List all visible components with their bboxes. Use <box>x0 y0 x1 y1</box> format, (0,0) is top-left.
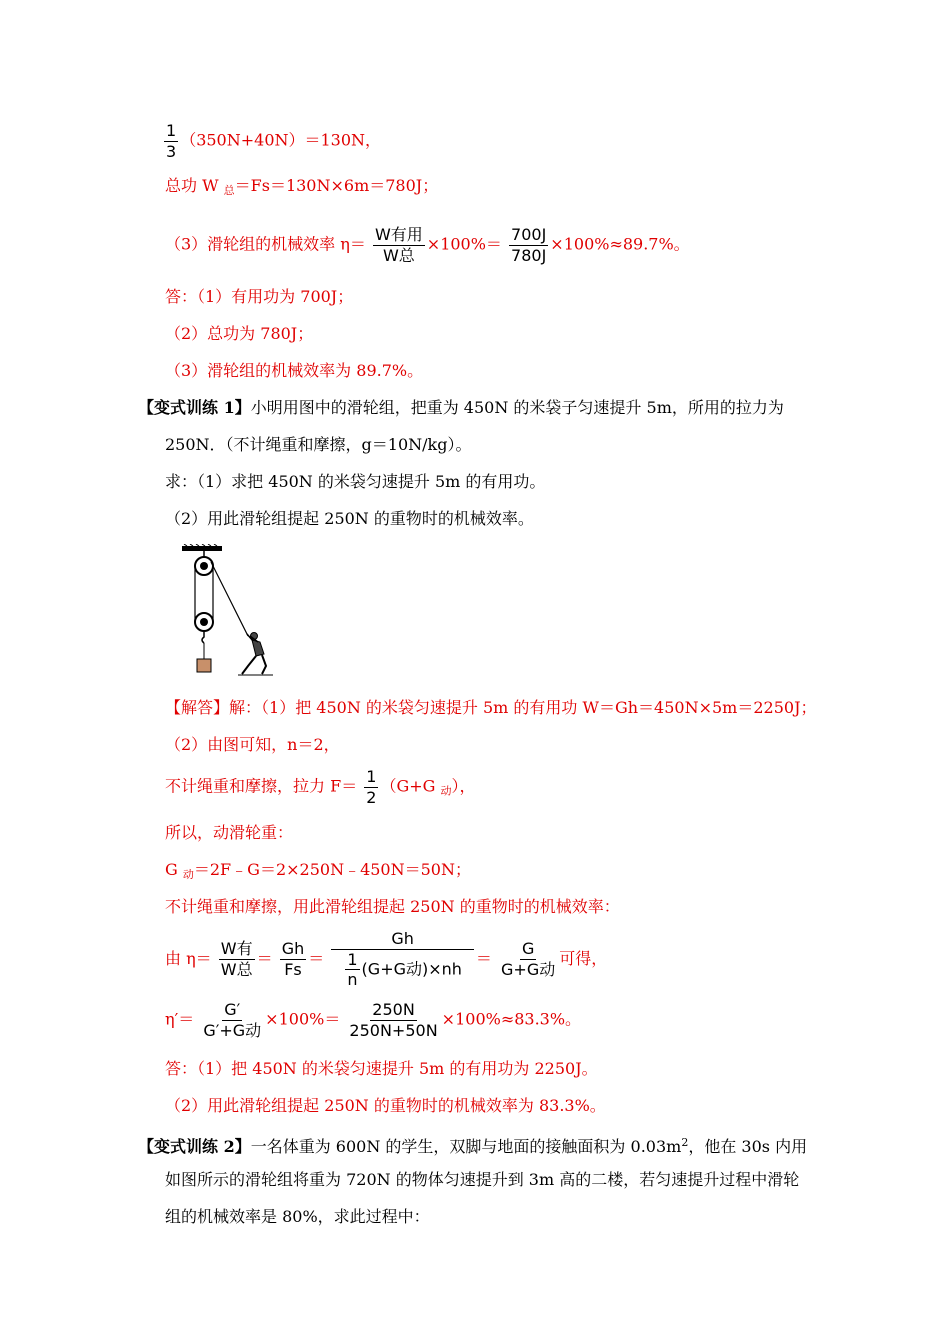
fraction-250-over-300: $\frac{250N}{250N+50N}$ <box>349 1000 438 1040</box>
solution-label: 【解答】 <box>165 698 230 717</box>
variant1-solution-line-6: 不计绳重和摩擦，用此滑轮组提起 250N 的重物时的机械效率： <box>165 897 620 916</box>
variant2-label: 【变式训练 2】 <box>138 1137 251 1156</box>
variant2-question-line-2: 如图所示的滑轮组将重为 720N 的物体匀速提升到 3m 高的二楼，若匀速提升过程中滑轮 <box>165 1170 800 1189</box>
variant1-question-line-3: 求：（1）求把 450N 的米袋匀速提升 5m 的有用功。 <box>165 472 546 491</box>
pulley-system-figure <box>178 544 283 676</box>
rope-pull <box>211 562 248 636</box>
variant2-question-line-3: 组的机械效率是 80%，求此过程中： <box>165 1207 430 1226</box>
variant1-solution-line-5: G $_动$＝2F﹣G＝2×250N﹣450N＝50N； <box>165 860 471 881</box>
fraction-one-third: $\frac{1}{3}$ <box>166 121 177 161</box>
variant1-question-line-4: （2）用此滑轮组提起 250N 的重物时的机械效率。 <box>165 509 534 528</box>
fraction-one-over-n: $\frac{1}{n}$ <box>347 949 358 990</box>
variant1-solution-line-3: 不计绳重和摩擦，拉力 F＝ $\frac{1}{2}$ （G+G $_动$）， <box>165 767 476 807</box>
solution-line-drag-force: $\frac{1}{3}$ （350N+40N）＝130N， <box>166 121 382 161</box>
load-box <box>197 659 211 672</box>
answer-line-2: （2）总功为 780J； <box>165 324 314 343</box>
fraction-gprime: $\frac{G'}{\text{G′+G动}}$ <box>203 1000 262 1040</box>
fraction-w-useful-over-w-total: $\frac{\text{W有}}{\text{W总}}$ <box>220 939 253 979</box>
variant2-question-line-1: 【变式训练 2】一名体重为 600N 的学生，双脚与地面的接触面积为 $0.03m^2$，他在 30s 内用 <box>138 1136 808 1156</box>
ceiling-beam <box>182 546 222 551</box>
variant1-solution-line-8: η′＝ $\frac{G'}{\text{G′+G动}}$ ×100%＝ $\frac{250N}{250N+50N}$ ×100%≈83.3%。 <box>165 1000 582 1040</box>
fraction-700-over-780: $\frac{700J}{780J}$ <box>511 225 547 265</box>
variant1-solution-line-4: 所以，动滑轮重： <box>165 823 294 842</box>
fraction-gh-over-compound: Gh $\frac{1}{n}$ (G+G动)×nh <box>331 930 474 989</box>
fraction-one-half: $\frac{1}{2}$ <box>366 767 377 807</box>
variant1-solution-line-2: （2）由图可知，n＝2， <box>165 735 340 754</box>
answer-line-3: （3）滑轮组的机械效率为 89.7%。 <box>165 361 424 380</box>
answer-line-1: 答：（1）有用功为 700J； <box>165 287 354 306</box>
solution-line-total-work: 总功 W $_总$＝Fs＝130N×6m＝780J； <box>165 176 439 197</box>
variant1-solution-line-7: 由 η＝ $\frac{\text{W有}}{\text{W总}}$ ＝ $\frac{Gh}{Fs}$ ＝ Gh $\frac{1}{n}$ (G+G动)×nh ＝ $\frac{G}{\text{G+G动}}$ 可得， <box>165 929 608 990</box>
variant1-solution-line-1: 【解答】解：（1）把 450N 的米袋匀速提升 5m 的有用功 W＝Gh＝450N×5m＝2250J； <box>165 698 817 717</box>
variant1-answer-line-1: 答：（1）把 450N 的米袋匀速提升 5m 的有用功为 2250J。 <box>165 1059 598 1078</box>
ceiling-hatch <box>184 544 217 546</box>
fraction-gh-over-fs: $\frac{Gh}{Fs}$ <box>281 939 305 979</box>
solution-line-efficiency: （3）滑轮组的机械效率 η＝ $\frac{\text{W有用}}{\text{W总}}$ ×100%＝ $\frac{700J}{780J}$ ×100%≈89.7%。 <box>165 225 690 265</box>
variant1-question-line-2: 250N．（不计绳重和摩擦，g＝10N/kg）。 <box>165 435 472 454</box>
variant1-question-line-1: 【变式训练 1】小明用图中的滑轮组，把重为 450N 的米袋子匀速提升 5m，所用的拉力为 <box>138 398 784 417</box>
variant1-label: 【变式训练 1】 <box>138 398 251 417</box>
variant1-answer-line-2: （2）用此滑轮组提起 250N 的重物时的机械效率为 83.3%。 <box>165 1096 606 1115</box>
fraction-g-over-g-plus-gmove: $\frac{G}{\text{G+G动}}$ <box>501 939 556 979</box>
fraction-useful-over-total: $\frac{\text{W有用}}{\text{W总}}$ <box>374 225 423 265</box>
hook <box>202 631 204 643</box>
person-pulling <box>242 633 266 675</box>
